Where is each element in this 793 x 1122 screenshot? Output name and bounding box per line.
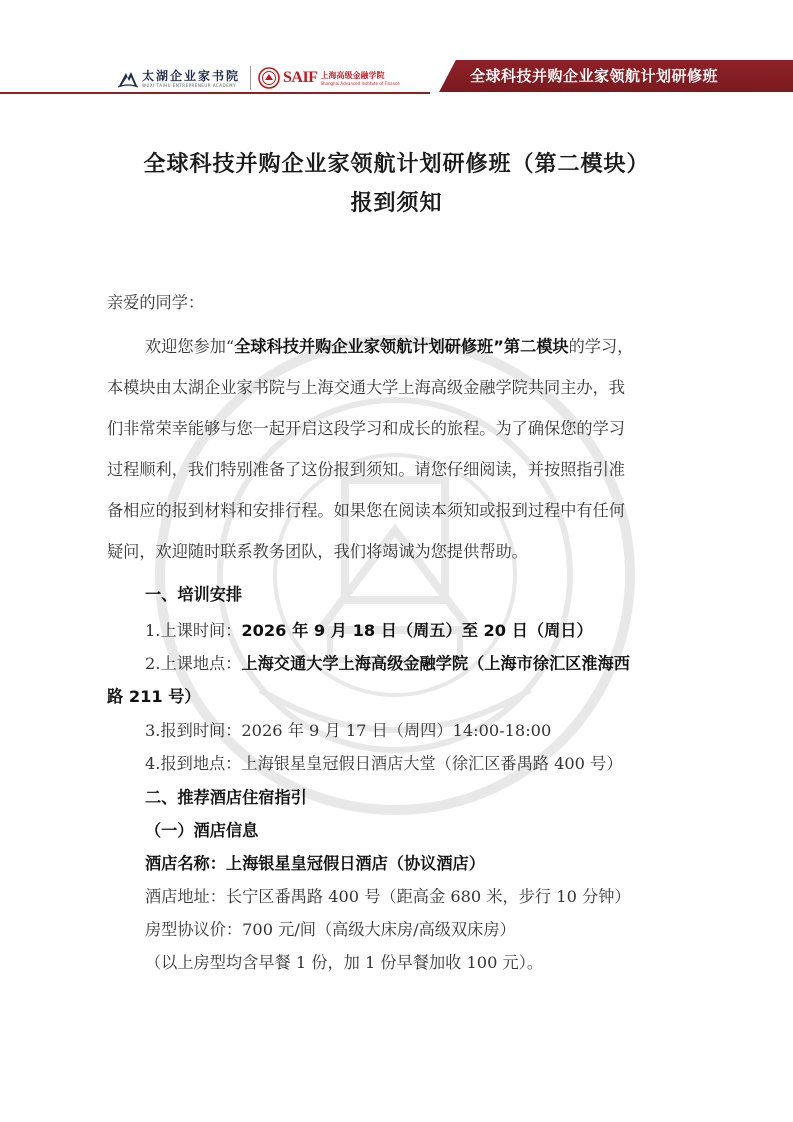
taihu-wave-icon xyxy=(118,70,138,88)
taihu-academy-name: 太湖企业家书院 xyxy=(142,69,241,83)
class-time-value: 2026 年 9 月 18 日（周五）至 20 日（周日） xyxy=(241,621,593,640)
logo-separator xyxy=(250,66,251,90)
saif-name: 上海高级金融学院 xyxy=(320,70,385,80)
section-heading-hotel: 二、推荐酒店住宿指引 xyxy=(145,788,307,807)
header-program-title: 全球科技并购企业家领航计划研修班 xyxy=(470,67,719,85)
saif-mark: SAIF xyxy=(283,69,318,86)
page-header xyxy=(0,0,793,100)
document-subtitle: 报到须知 xyxy=(350,191,443,216)
intro-line-6: 疑问，欢迎随时联系教务团队，我们将竭诚为您提供帮助。 xyxy=(107,542,528,561)
university-seal-watermark xyxy=(150,330,640,820)
sjtu-seal-icon xyxy=(258,67,280,89)
intro-text: 的学习， xyxy=(568,337,634,356)
intro-line-1 xyxy=(145,336,633,358)
program-name-emphasis: 全球科技并购企业家领航计划研修班 xyxy=(234,337,494,356)
class-location-label: 2.上课地点： xyxy=(145,654,242,673)
subsection-hotel-info: （一）酒店信息 xyxy=(145,821,259,840)
checkin-location: 4.报到地点：上海银星皇冠假日酒店大堂（徐汇区番禺路 400 号） xyxy=(145,754,623,773)
intro-line-2: 本模块由太湖企业家书院与上海交通大学上海高级金融学院共同主办，我 xyxy=(107,378,625,397)
intro-line-3: 们非常荣幸能够与您一起开启这段学习和成长的旅程。为了确保您的学习 xyxy=(107,419,625,438)
salutation: 亲爱的同学： xyxy=(107,293,205,312)
quote-mark: ” xyxy=(493,337,504,356)
class-time-label: 1.上课时间： xyxy=(145,621,242,640)
class-location-value-cont: 路 211 号） xyxy=(107,687,201,706)
checkin-time: 3.报到时间：2026 年 9 月 17 日（周四）14:00-18:00 xyxy=(145,721,552,740)
taihu-academy-logo xyxy=(118,64,240,94)
hotel-name: 酒店名称：上海银星皇冠假日酒店（协议酒店） xyxy=(145,854,485,873)
saif-name-en: Shanghai Advanced Institute of Finance xyxy=(320,80,400,86)
hotel-address: 酒店地址：长宁区番禺路 400 号（距高金 680 米，步行 10 分钟） xyxy=(145,887,631,906)
saif-logo xyxy=(258,62,400,94)
hotel-price: 房型协议价：700 元/间（高级大床房/高级双床房） xyxy=(145,920,516,939)
intro-line-5: 备相应的报到材料和安排行程。如果您在阅读本须知或报到过程中有任何 xyxy=(107,501,625,520)
hotel-breakfast-note: （以上房型均含早餐 1 份，加 1 份早餐加收 100 元）。 xyxy=(145,953,544,972)
class-location xyxy=(145,653,630,675)
document-title: 全球科技并购企业家领航计划研修班（第二模块） xyxy=(143,152,650,177)
section-heading-training: 一、培训安排 xyxy=(145,585,243,604)
class-location-value: 上海交通大学上海高级金融学院（上海市徐汇区淮海西 xyxy=(241,654,630,673)
taihu-academy-name-en: WUXI TAIHU ENTREPRENEUR ACADEMY xyxy=(142,83,237,88)
module-name-emphasis: 第二模块 xyxy=(503,337,569,356)
class-time xyxy=(145,620,593,642)
intro-line-4: 过程顺利，我们特别准备了这份报到须知。请您仔细阅读，并按照指引准 xyxy=(107,460,625,479)
intro-text: 欢迎您参加“ xyxy=(145,337,235,356)
